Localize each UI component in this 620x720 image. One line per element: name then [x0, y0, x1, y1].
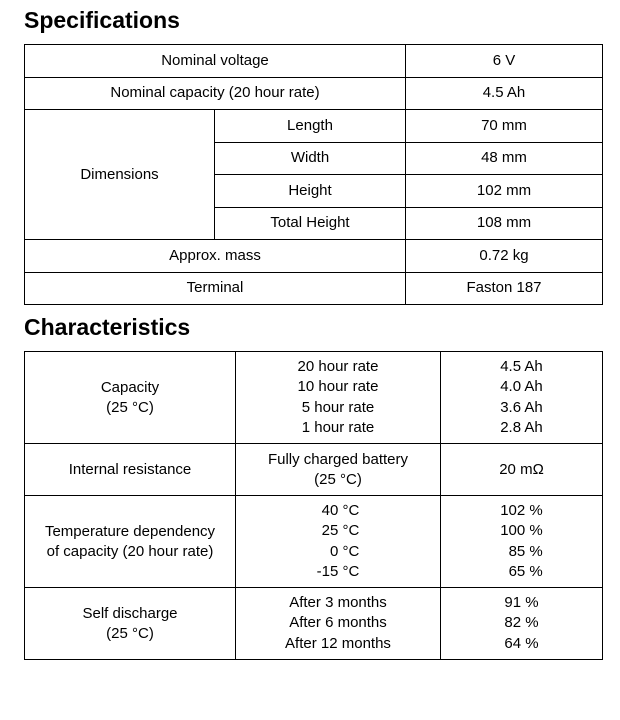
table-row: [25, 272, 603, 305]
capacity-condition: (25 °C): [106, 398, 154, 416]
self-discharge-values-cell: [441, 588, 603, 660]
spec-label: Terminal: [25, 272, 406, 305]
spec-value: 0.72 kg: [406, 240, 603, 273]
spec-value: 6 V: [406, 45, 603, 78]
condition-line: 0 °C: [330, 542, 360, 560]
table-row: [25, 352, 603, 444]
capacity-label: Capacity: [100, 378, 160, 396]
table-row: [25, 588, 603, 660]
dimension-label: Length: [215, 110, 406, 143]
value-line: 4.0 Ah: [500, 378, 543, 396]
capacity-conditions-cell: [236, 352, 441, 444]
internal-resistance-condition-cell: [236, 444, 441, 496]
dimension-label: Width: [215, 142, 406, 175]
dimension-value: 102 mm: [406, 175, 603, 208]
dimensions-label: Dimensions: [25, 110, 215, 240]
capacity-values-cell: [441, 352, 603, 444]
self-discharge-condition: (25 °C): [106, 624, 154, 642]
specifications-table: [24, 44, 603, 305]
characteristics-table: [24, 351, 603, 660]
internal-resistance-label: Internal resistance: [25, 444, 236, 496]
value-line: 91 %: [504, 594, 539, 612]
temperature-dependency-label-cell: [25, 496, 236, 588]
condition-line: 1 hour rate: [301, 418, 375, 436]
spec-value: 4.5 Ah: [406, 77, 603, 110]
table-row: [25, 77, 603, 110]
condition-line: Fully charged battery: [267, 450, 409, 468]
spec-label: Nominal capacity (20 hour rate): [25, 77, 406, 110]
condition-line: 25 °C: [321, 522, 360, 540]
dimension-label: Height: [215, 175, 406, 208]
condition-line: After 3 months: [289, 594, 387, 612]
value-line: 85 %: [508, 542, 543, 560]
value-line: 65 %: [508, 562, 543, 580]
temperature-values-cell: [441, 496, 603, 588]
value-line: 3.6 Ah: [500, 398, 543, 416]
dimension-label: Total Height: [215, 207, 406, 240]
value-line: 2.8 Ah: [500, 418, 543, 436]
temperature-dependency-label: Temperature dependency: [44, 522, 216, 540]
characteristics-heading: Characteristics: [24, 314, 191, 340]
table-row: [25, 45, 603, 78]
temperature-dependency-label: of capacity (20 hour rate): [46, 542, 214, 560]
specifications-heading: Specifications: [24, 7, 180, 33]
value-line: 82 %: [504, 614, 539, 632]
table-row: [25, 444, 603, 496]
spec-value: Faston 187: [406, 272, 603, 305]
table-row: [25, 110, 603, 143]
condition-line: -15 °C: [316, 562, 360, 580]
self-discharge-label: Self discharge: [82, 604, 178, 622]
dimension-value: 70 mm: [406, 110, 603, 143]
dimension-value: 108 mm: [406, 207, 603, 240]
temperature-conditions-cell: [236, 496, 441, 588]
value-line: 64 %: [504, 634, 539, 652]
value-line: 4.5 Ah: [500, 357, 543, 375]
condition-line: 5 hour rate: [301, 398, 375, 416]
condition-line: After 12 months: [285, 634, 391, 652]
condition-line: 10 hour rate: [297, 378, 379, 396]
capacity-label-cell: [25, 352, 236, 444]
table-row: [25, 496, 603, 588]
self-discharge-conditions-cell: [236, 588, 441, 660]
spec-label: Nominal voltage: [25, 45, 406, 78]
value-line: 100 %: [500, 522, 543, 540]
condition-line: 40 °C: [321, 501, 360, 519]
self-discharge-label-cell: [25, 588, 236, 660]
condition-line: (25 °C): [314, 470, 362, 488]
internal-resistance-value: 20 mΩ: [441, 444, 603, 496]
dimension-value: 48 mm: [406, 142, 603, 175]
value-line: 102 %: [500, 501, 543, 519]
table-row: [25, 240, 603, 273]
spec-label: Approx. mass: [25, 240, 406, 273]
condition-line: After 6 months: [289, 614, 387, 632]
condition-line: 20 hour rate: [297, 357, 379, 375]
